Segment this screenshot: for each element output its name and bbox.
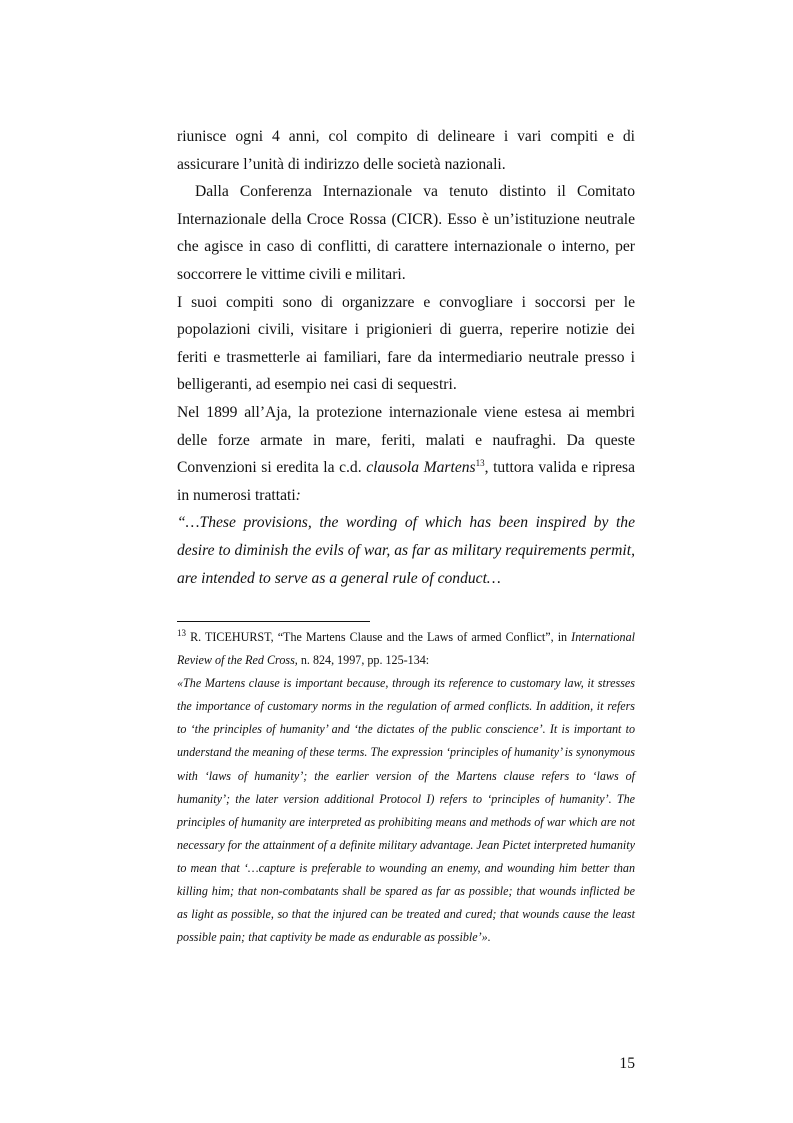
footnote-separator <box>177 621 370 622</box>
footnote-reference[interactable]: 13 <box>475 457 485 468</box>
paragraph-3: I suoi compiti sono di organizzare e convogliare i soccorsi per le popolazioni civili, visitare i prigionieri di guerra, reperire notizie dei feriti e trasmetterle ai familiari, fare da intermediario neutrale presso i belligeranti, ad esempio nei casi di sequestri. <box>177 293 635 394</box>
footnote-citation <box>177 626 635 672</box>
page-number: 15 <box>619 1055 635 1072</box>
martens-clause-quote: “…These provisions, the wording of which has been inspired by the desire to diminish the evils of war, as far as military requirements permit, are intended to serve as a general rule of conduct… <box>177 514 635 587</box>
footnote-citation-details: n. 824, 1997, pp. 125-134: <box>300 653 430 668</box>
paragraph-2: Dalla Conferenza Internazionale va tenuto distinto il Comitato Internazionale della Croce Rossa (CICR). Esso è un’istituzione neutrale che agisce in caso di conflitti, di carattere internazionale o interno, per soccorrere le vittime civili e militari. <box>177 183 635 283</box>
paragraph-4 <box>177 399 635 509</box>
footnote <box>177 626 635 949</box>
paragraph-4-text: Nel 1899 all’Aja, la protezione internazionale viene estesa ai membri delle forze armate in mare, feriti, malati e naufraghi. Da queste Convenzioni si eredita la c.d. <box>177 403 635 477</box>
footnote-journal: International Review of the Red Cross, <box>177 630 635 668</box>
paragraph-1: riunisce ogni 4 anni, col compito di delineare i vari compiti e di assicurare l’unità di indirizzo delle società nazionali. <box>177 128 635 173</box>
paragraph-4-continuation: , tuttora valida e ripresa in numerosi trattati <box>177 459 635 504</box>
footnote-quote: «The Martens clause is important because, through its reference to customary law, it stresses the importance of customary norms in the regulation of armed conflicts. In addition, it refers to ‘the principles of humanity’ and ‘the dictates of the public conscience’. It is important to understand the meaning of these terms. The expression ‘principles of humanity’ is synonymous with ‘laws of humanity’; the earlier version of the Martens clause refers to ‘laws of humanity’; the later version additional Protocol I) refers to ‘principles of humanity’. The principles of humanity are interpreted as prohibiting means and methods of war which are not necessary for the attainment of a definite military advantage. Jean Pictet interpreted humanity to mean that ‘…capture is preferable to wounding an enemy, and wounding him better than killing him; that non-combatants shall be spared as far as possible; that wounds inflicted be as light as possible, so that the injured can be treated and cured; that wounds cause the least possible pain; that captivity be made as endurable as possible’». <box>177 676 635 945</box>
martens-clause-term: clausola Martens <box>366 459 476 477</box>
paragraph-4-colon: : <box>295 486 301 504</box>
footnote-number: 13 <box>177 627 186 638</box>
body-text <box>177 123 635 592</box>
footnote-citation-text: R. TICEHURST, “The Martens Clause and the Laws of armed Conflict”, in <box>190 630 568 644</box>
